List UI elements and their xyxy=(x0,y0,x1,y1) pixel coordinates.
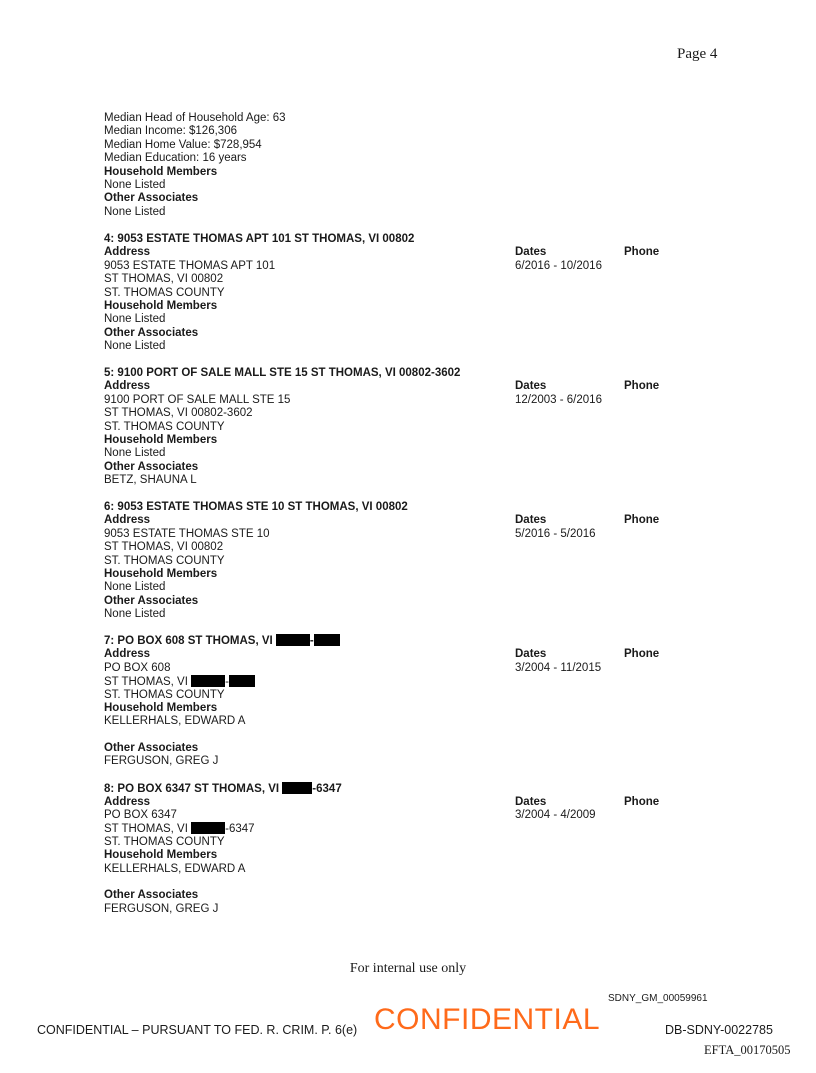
entry-title: 5: 9100 PORT OF SALE MALL STE 15 ST THOMAS, VI 00802-3602 xyxy=(104,367,461,379)
household-value: None Listed xyxy=(104,581,166,593)
dates-label: Dates xyxy=(515,648,547,660)
sdny-code: SDNY_GM_00059961 xyxy=(608,993,708,1004)
associates-label: Other Associates xyxy=(104,461,199,473)
household-label: Household Members xyxy=(104,300,218,312)
household-label: Household Members xyxy=(104,434,218,446)
phone-label: Phone xyxy=(624,246,660,258)
redaction-block xyxy=(276,634,310,646)
associates-label: Other Associates xyxy=(104,742,199,754)
entry-title xyxy=(104,782,342,796)
address-county: ST. THOMAS COUNTY xyxy=(104,689,225,701)
redaction-block xyxy=(229,675,255,687)
household-value: KELLERHALS, EDWARD A xyxy=(104,863,246,875)
address-line1: 9053 ESTATE THOMAS APT 101 xyxy=(104,260,276,272)
dates-label: Dates xyxy=(515,514,547,526)
address-line1: PO BOX 608 xyxy=(104,662,171,674)
dates-label: Dates xyxy=(515,796,547,808)
confidential-notice: CONFIDENTIAL – PURSUANT TO FED. R. CRIM. P. 6(e) xyxy=(37,1023,358,1037)
date-range: 12/2003 - 6/2016 xyxy=(515,394,602,406)
phone-label: Phone xyxy=(624,514,660,526)
efta-number: EFTA_00170505 xyxy=(704,1043,791,1057)
confidential-stamp: CONFIDENTIAL xyxy=(374,1003,601,1036)
household-label: Household Members xyxy=(104,568,218,580)
redaction-block xyxy=(314,634,340,646)
household-value: None Listed xyxy=(104,313,166,325)
address-county: ST. THOMAS COUNTY xyxy=(104,836,225,848)
associates-label: Other Associates xyxy=(104,889,199,901)
address-line2-separator: - xyxy=(225,676,229,688)
associates-value: None Listed xyxy=(104,608,166,620)
date-range: 5/2016 - 5/2016 xyxy=(515,528,596,540)
household-value: KELLERHALS, EDWARD A xyxy=(104,715,246,727)
associates-label: Other Associates xyxy=(104,327,199,339)
associates-value: FERGUSON, GREG J xyxy=(104,903,219,915)
address-line2-text: ST THOMAS, VI xyxy=(104,823,192,835)
address-line2-suffix: -6347 xyxy=(225,823,255,835)
associates-value: FERGUSON, GREG J xyxy=(104,755,219,767)
address-line2 xyxy=(104,822,255,836)
household-label: Household Members xyxy=(104,702,218,714)
address-county: ST. THOMAS COUNTY xyxy=(104,287,225,299)
household-value: None Listed xyxy=(104,447,166,459)
associates-value: None Listed xyxy=(104,340,166,352)
address-line2: ST THOMAS, VI 00802 xyxy=(104,541,224,553)
address-line2-text: ST THOMAS, VI xyxy=(104,676,192,688)
summary-median-education: Median Education: 16 years xyxy=(104,152,247,164)
phone-label: Phone xyxy=(624,380,660,392)
phone-label: Phone xyxy=(624,648,660,660)
bates-number: DB-SDNY-0022785 xyxy=(665,1023,773,1037)
address-line2 xyxy=(104,675,255,689)
entry-title-separator: - xyxy=(309,635,314,647)
address-line1: PO BOX 6347 xyxy=(104,809,177,821)
summary-household-value: None Listed xyxy=(104,179,166,191)
internal-use-notice: For internal use only xyxy=(349,961,467,976)
address-label: Address xyxy=(104,380,151,392)
summary-household-heading: Household Members xyxy=(104,166,218,178)
summary-associates-value: None Listed xyxy=(104,206,166,218)
associates-label: Other Associates xyxy=(104,595,199,607)
entry-title-text: 8: PO BOX 6347 ST THOMAS, VI xyxy=(104,783,283,795)
address-line2: ST THOMAS, VI 00802 xyxy=(104,273,224,285)
date-range: 3/2004 - 11/2015 xyxy=(515,662,602,674)
date-range: 6/2016 - 10/2016 xyxy=(515,260,602,272)
summary-associates-heading: Other Associates xyxy=(104,192,199,204)
phone-label: Phone xyxy=(624,796,660,808)
summary-median-age: Median Head of Household Age: 63 xyxy=(104,112,286,124)
entry-title: 6: 9053 ESTATE THOMAS STE 10 ST THOMAS, VI 00802 xyxy=(104,501,408,513)
dates-label: Dates xyxy=(515,246,547,258)
associates-value: BETZ, SHAUNA L xyxy=(104,474,197,486)
entry-title xyxy=(104,634,340,648)
redaction-block xyxy=(191,675,225,687)
date-range: 3/2004 - 4/2009 xyxy=(515,809,596,821)
address-line1: 9053 ESTATE THOMAS STE 10 xyxy=(104,528,270,540)
address-line2: ST THOMAS, VI 00802-3602 xyxy=(104,407,253,419)
address-county: ST. THOMAS COUNTY xyxy=(104,555,225,567)
household-label: Household Members xyxy=(104,849,218,861)
redaction-block xyxy=(191,822,225,834)
address-label: Address xyxy=(104,514,151,526)
entry-title: 4: 9053 ESTATE THOMAS APT 101 ST THOMAS, VI 00802 xyxy=(104,233,415,245)
entry-title-suffix: -6347 xyxy=(312,783,342,795)
redaction-block xyxy=(282,782,312,794)
address-label: Address xyxy=(104,246,151,258)
address-label: Address xyxy=(104,796,151,808)
entry-title-text: 7: PO BOX 608 ST THOMAS, VI xyxy=(104,635,276,647)
summary-median-income: Median Income: $126,306 xyxy=(104,125,237,137)
dates-label: Dates xyxy=(515,380,547,392)
address-label: Address xyxy=(104,648,151,660)
page-number: Page 4 xyxy=(677,46,718,62)
address-county: ST. THOMAS COUNTY xyxy=(104,421,225,433)
address-line1: 9100 PORT OF SALE MALL STE 15 xyxy=(104,394,291,406)
summary-median-home-value: Median Home Value: $728,954 xyxy=(104,139,262,151)
